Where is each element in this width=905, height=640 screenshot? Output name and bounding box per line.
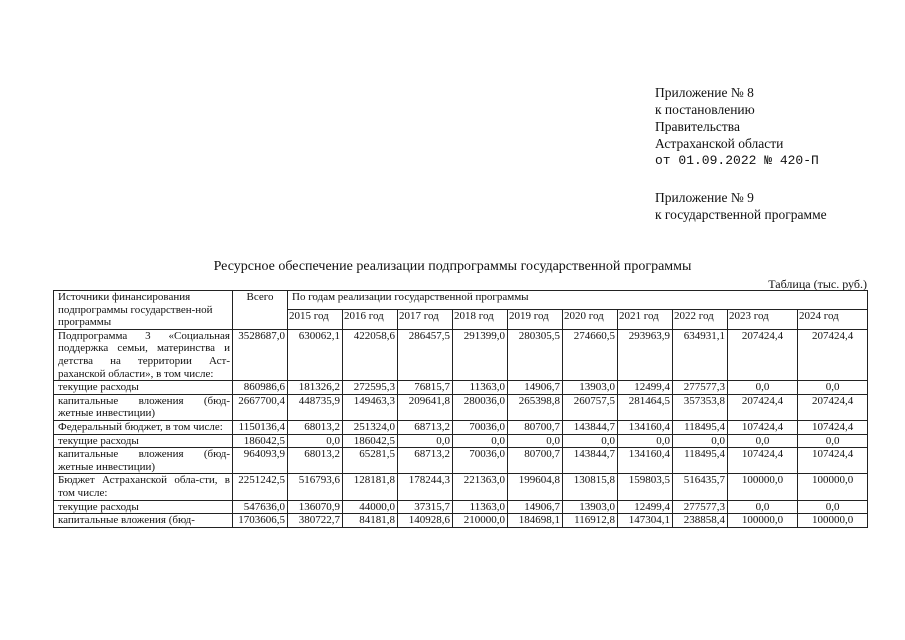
header-year: 2022 год — [673, 310, 728, 329]
table-row — [54, 474, 868, 500]
row-label: капитальные вложения (бюд-жетные инвестиции) — [54, 394, 233, 420]
row-year-value: 80700,7 — [508, 448, 563, 474]
table-row — [54, 381, 868, 395]
row-year-value: 118495,4 — [673, 448, 728, 474]
row-year-value: 634931,1 — [673, 329, 728, 380]
row-label: текущие расходы — [54, 500, 233, 514]
row-year-value: 272595,3 — [343, 381, 398, 395]
row-year-value: 207424,4 — [728, 329, 798, 380]
row-year-value: 516435,7 — [673, 474, 728, 500]
row-year-value: 293963,9 — [618, 329, 673, 380]
table-row — [54, 434, 868, 448]
row-year-value: 0,0 — [798, 381, 868, 395]
row-year-value: 70036,0 — [453, 420, 508, 434]
header-year: 2016 год — [343, 310, 398, 329]
row-year-value: 184698,1 — [508, 514, 563, 528]
row-label: текущие расходы — [54, 381, 233, 395]
header-year: 2023 год — [728, 310, 798, 329]
row-total: 2251242,5 — [233, 474, 288, 500]
row-year-value: 280036,0 — [453, 394, 508, 420]
row-year-value: 44000,0 — [343, 500, 398, 514]
row-year-value: 280305,5 — [508, 329, 563, 380]
row-year-value: 80700,7 — [508, 420, 563, 434]
row-year-value: 136070,9 — [288, 500, 343, 514]
row-year-value: 107424,4 — [798, 448, 868, 474]
row-year-value: 68713,2 — [398, 448, 453, 474]
row-year-value: 68013,2 — [288, 420, 343, 434]
row-year-value: 0,0 — [728, 500, 798, 514]
row-total: 1150136,4 — [233, 420, 288, 434]
row-year-value: 181326,2 — [288, 381, 343, 395]
row-year-value: 0,0 — [798, 434, 868, 448]
row-label: текущие расходы — [54, 434, 233, 448]
row-year-value: 207424,4 — [798, 394, 868, 420]
table-caption: Таблица (тыс. руб.) — [768, 277, 867, 291]
annex-9-line: Приложение № 9 — [655, 190, 754, 205]
row-year-value: 37315,7 — [398, 500, 453, 514]
row-year-value: 107424,4 — [798, 420, 868, 434]
row-year-value: 251324,0 — [343, 420, 398, 434]
row-label: капитальные вложения (бюд- — [54, 514, 233, 528]
row-year-value: 0,0 — [453, 434, 508, 448]
row-year-value: 13903,0 — [563, 500, 618, 514]
row-year-value: 0,0 — [798, 500, 868, 514]
row-year-value: 0,0 — [398, 434, 453, 448]
row-year-value: 12499,4 — [618, 381, 673, 395]
funding-table — [53, 290, 868, 528]
order-reference: от 01.09.2022 № 420-П — [655, 153, 819, 168]
row-year-value: 143844,7 — [563, 448, 618, 474]
row-year-value: 277577,3 — [673, 500, 728, 514]
row-year-value: 134160,4 — [618, 420, 673, 434]
row-year-value: 100000,0 — [728, 514, 798, 528]
row-year-value: 0,0 — [563, 434, 618, 448]
row-year-value: 281464,5 — [618, 394, 673, 420]
row-year-value: 260757,5 — [563, 394, 618, 420]
row-total: 964093,9 — [233, 448, 288, 474]
row-year-value: 68713,2 — [398, 420, 453, 434]
row-year-value: 630062,1 — [288, 329, 343, 380]
row-year-value: 130815,8 — [563, 474, 618, 500]
row-year-value: 14906,7 — [508, 381, 563, 395]
row-year-value: 100000,0 — [728, 474, 798, 500]
row-year-value: 84181,8 — [343, 514, 398, 528]
row-year-value: 210000,0 — [453, 514, 508, 528]
row-year-value: 140928,6 — [398, 514, 453, 528]
row-year-value: 221363,0 — [453, 474, 508, 500]
header-year: 2015 год — [288, 310, 343, 329]
row-total: 860986,6 — [233, 381, 288, 395]
row-year-value: 422058,6 — [343, 329, 398, 380]
row-year-value: 128181,8 — [343, 474, 398, 500]
row-year-value: 147304,1 — [618, 514, 673, 528]
row-year-value: 14906,7 — [508, 500, 563, 514]
row-total: 186042,5 — [233, 434, 288, 448]
header-year: 2019 год — [508, 310, 563, 329]
row-year-value: 76815,7 — [398, 381, 453, 395]
annex-9-block — [655, 189, 827, 223]
row-year-value: 107424,4 — [728, 448, 798, 474]
row-year-value: 143844,7 — [563, 420, 618, 434]
row-year-value: 357353,8 — [673, 394, 728, 420]
row-year-value: 0,0 — [673, 434, 728, 448]
table-row — [54, 420, 868, 434]
annex-9-line: к государственной программе — [655, 207, 827, 222]
row-year-value: 11363,0 — [453, 381, 508, 395]
row-year-value: 199604,8 — [508, 474, 563, 500]
table-row — [54, 448, 868, 474]
row-year-value: 274660,5 — [563, 329, 618, 380]
row-total: 3528687,0 — [233, 329, 288, 380]
annex-8-line: Приложение № 8 — [655, 85, 754, 100]
header-year: 2024 год — [798, 310, 868, 329]
row-year-value: 0,0 — [728, 434, 798, 448]
header-year: 2020 год — [563, 310, 618, 329]
row-label: Бюджет Астраханской обла-сти, в том числе: — [54, 474, 233, 500]
row-year-value: 11363,0 — [453, 500, 508, 514]
row-year-value: 107424,4 — [728, 420, 798, 434]
table-row — [54, 394, 868, 420]
row-year-value: 159803,5 — [618, 474, 673, 500]
table-row — [54, 500, 868, 514]
row-year-value: 286457,5 — [398, 329, 453, 380]
row-year-value: 186042,5 — [343, 434, 398, 448]
annex-8-line: Правительства — [655, 119, 740, 134]
header-source: Источники финансирования подпрограммы государствен-ной программы — [54, 291, 233, 330]
row-total: 1703606,5 — [233, 514, 288, 528]
row-year-value: 70036,0 — [453, 448, 508, 474]
row-year-value: 0,0 — [288, 434, 343, 448]
row-label: Подпрограмма 3 «Социальная поддержка семьи, материнства и детства на территории Аст-раханской области», в том числе: — [54, 329, 233, 380]
row-year-value: 277577,3 — [673, 381, 728, 395]
table-row — [54, 514, 868, 528]
row-label: капитальные вложения (бюд-жетные инвестиции) — [54, 448, 233, 474]
header-year: 2021 год — [618, 310, 673, 329]
row-year-value: 0,0 — [618, 434, 673, 448]
row-year-value: 0,0 — [728, 381, 798, 395]
row-year-value: 149463,3 — [343, 394, 398, 420]
table-row — [54, 329, 868, 380]
annex-8-line: к постановлению — [655, 102, 755, 117]
row-year-value: 116912,8 — [563, 514, 618, 528]
row-year-value: 68013,2 — [288, 448, 343, 474]
row-year-value: 178244,3 — [398, 474, 453, 500]
row-year-value: 65281,5 — [343, 448, 398, 474]
row-year-value: 207424,4 — [798, 329, 868, 380]
row-year-value: 380722,7 — [288, 514, 343, 528]
row-year-value: 100000,0 — [798, 514, 868, 528]
row-year-value: 448735,9 — [288, 394, 343, 420]
row-year-value: 209641,8 — [398, 394, 453, 420]
header-years-group: По годам реализации государственной программы — [288, 291, 868, 310]
row-total: 2667700,4 — [233, 394, 288, 420]
document-title: Ресурсное обеспечение реализации подпрограммы государственной программы — [213, 259, 692, 274]
row-year-value: 207424,4 — [728, 394, 798, 420]
row-year-value: 291399,0 — [453, 329, 508, 380]
row-year-value: 0,0 — [508, 434, 563, 448]
header-year: 2018 год — [453, 310, 508, 329]
row-year-value: 12499,4 — [618, 500, 673, 514]
row-year-value: 134160,4 — [618, 448, 673, 474]
row-label: Федеральный бюджет, в том числе: — [54, 420, 233, 434]
row-year-value: 13903,0 — [563, 381, 618, 395]
annex-8-line: Астраханской области — [655, 136, 784, 151]
header-year: 2017 год — [398, 310, 453, 329]
row-year-value: 118495,4 — [673, 420, 728, 434]
row-year-value: 238858,4 — [673, 514, 728, 528]
row-year-value: 516793,6 — [288, 474, 343, 500]
row-year-value: 100000,0 — [798, 474, 868, 500]
row-total: 547636,0 — [233, 500, 288, 514]
row-year-value: 265398,8 — [508, 394, 563, 420]
annex-8-block — [655, 84, 819, 169]
header-total: Всего — [233, 291, 288, 330]
